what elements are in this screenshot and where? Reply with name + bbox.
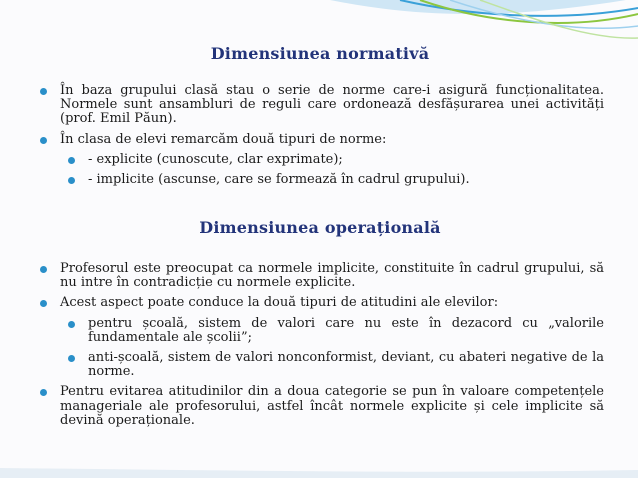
list-item: anti-școală, sistem de valori nonconformist, deviant, cu abateri negative de la norme. <box>36 351 604 379</box>
list-item: În clasa de elevi remarcăm două tipuri de norme: <box>36 133 604 147</box>
list-item: Acest aspect poate conduce la două tipuri de atitudini ale elevilor: <box>36 296 604 310</box>
section-title-normative: Dimensiunea normativă <box>210 44 430 63</box>
list-item: Profesorul este preocupat ca normele implicite, constituite în cadrul grupului, să nu intre în contradicție cu normele explicite. <box>36 262 604 290</box>
list-item: În baza grupului clasă stau o serie de norme care-i asigură funcționalitatea. Normele sunt ansambluri de reguli care ordonează desfășurarea unei activități (prof. Emil Păun). <box>36 84 604 127</box>
section-title-operational: Dimensiunea operațională <box>199 218 441 237</box>
operational-list <box>36 262 604 428</box>
normative-list <box>36 84 604 187</box>
list-item: - implicite (ascunse, care se formează în cadrul grupului). <box>36 173 604 187</box>
list-item: pentru școală, sistem de valori care nu este în dezacord cu „valorile fundamentale ale școlii”; <box>36 317 604 345</box>
list-item: - explicite (cunoscute, clar exprimate); <box>36 153 604 167</box>
list-item: Pentru evitarea atitudinilor din a doua categorie se pun în valoare competențele manageriale ale profesorului, astfel încât normele explicite și cele implicite să devină operaționale. <box>36 385 604 428</box>
